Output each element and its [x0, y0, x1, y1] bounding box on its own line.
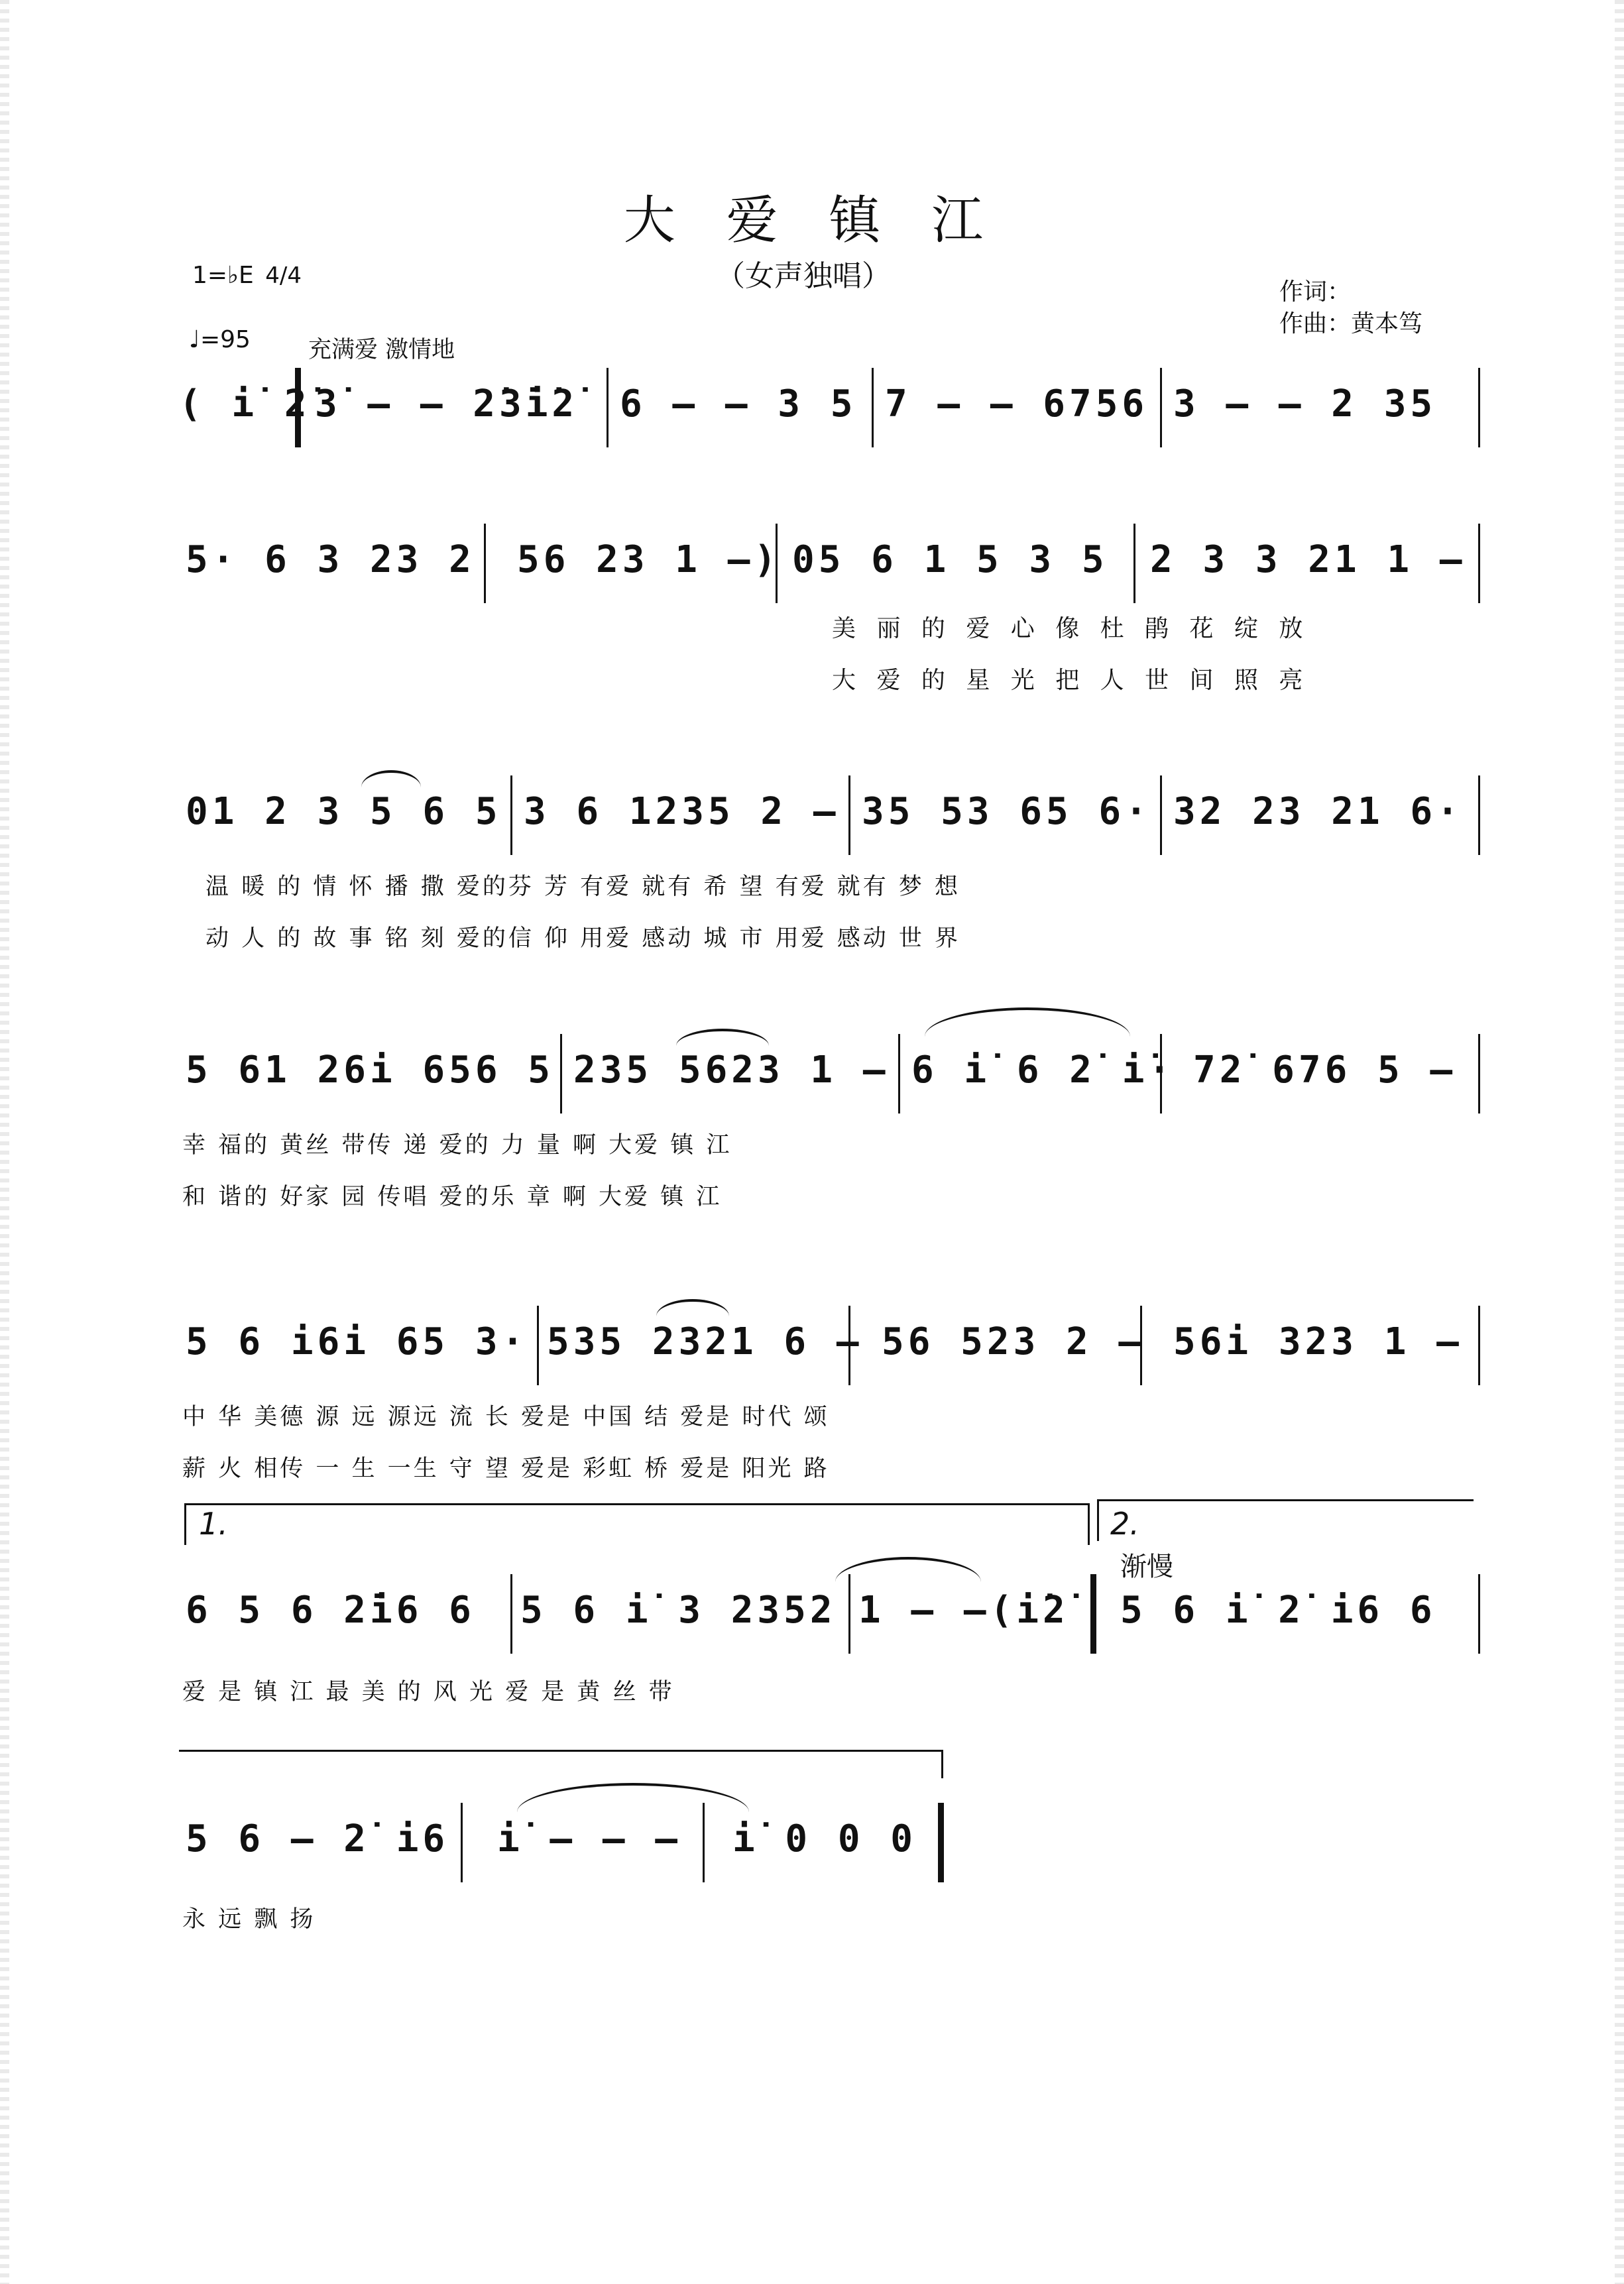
measure-notes: 7 — — 6756: [885, 382, 1149, 426]
measure-notes: 535 2321 6 —: [547, 1320, 863, 1363]
measure-notes: i̇ 0 0 0: [732, 1817, 917, 1860]
measure-notes: 2 3 3 21 1 —: [1150, 538, 1466, 581]
key-label: 1=♭E: [192, 262, 254, 289]
barline: [898, 1034, 900, 1113]
measure-notes: 56 523 2 —: [882, 1320, 1145, 1363]
lyrics-verse-1: 幸 福的 黄丝 带传 递 爱的 力 量 啊 大爱 镇 江: [182, 1132, 732, 1159]
staff-row-4: [179, 1034, 1485, 1113]
measure-notes: 32 23 21 6·: [1173, 790, 1463, 833]
slur: [517, 1783, 749, 1812]
staff-row-5: [179, 1306, 1485, 1385]
repeat-end-bar: [1090, 1574, 1096, 1654]
ritardando-marking: 渐慢: [1120, 1552, 1173, 1582]
measure-notes: 72̇ 676 5 —: [1193, 1049, 1457, 1092]
lyrics-verse-1: 中 华 美德 源 远 源远 流 长 爱是 中国 结 爱是 时代 颂: [182, 1404, 830, 1430]
measure-notes: 6 — — 3 5: [620, 382, 857, 426]
barline: [872, 368, 874, 447]
staff-row-3: [179, 775, 1485, 855]
staff-row-2: [179, 524, 1485, 603]
staff-row-6: [179, 1574, 1485, 1654]
measure-notes: 3 6 1235 2 —: [524, 790, 840, 833]
measure-notes: 01 2 3 5 6 5: [186, 790, 502, 833]
measure-notes: 235 5623 1 —: [573, 1049, 890, 1092]
lyrics-verse-2: 薪 火 相传 一 生 一生 守 望 爱是 彩虹 桥 爱是 阳光 路: [182, 1456, 830, 1482]
lyricist-credit: 作词：: [1279, 278, 1352, 306]
ending-bracket: [179, 1750, 943, 1778]
slur: [835, 1557, 981, 1582]
measure-notes: 5 6 — 2̇ i6: [186, 1817, 449, 1860]
right-page-edge: [1615, 0, 1624, 2284]
barline: [1478, 775, 1480, 855]
barline: [607, 368, 609, 447]
barline: [848, 775, 850, 855]
left-page-edge: [0, 0, 9, 2284]
measure-notes: 5 6 i6i 65 3·: [186, 1320, 528, 1363]
lyrics-verse-1: 爱 是 镇 江 最 美 的 风 光 爱 是 黄 丝 带: [182, 1679, 675, 1705]
barline: [1478, 524, 1480, 603]
lyrics-verse-2: 大 爱 的 星 光 把 人 世 间 照 亮: [832, 667, 1310, 694]
barline: [1478, 1034, 1480, 1113]
barline: [1478, 1574, 1480, 1654]
key-signature: [192, 262, 302, 289]
measure-notes: 56 23 1 —): [517, 538, 781, 581]
tempo-marking: ♩=95: [189, 326, 251, 353]
barline: [1478, 368, 1480, 447]
barline: [484, 524, 486, 603]
measure-notes: 6 5 6 2̇i6 6: [186, 1589, 475, 1632]
lyrics-verse-2: 和 谐的 好家 园 传唱 爱的乐 章 啊 大爱 镇 江: [182, 1184, 723, 1210]
final-bar: [938, 1803, 944, 1882]
expression-marking: 充满爱 激情地: [308, 337, 455, 363]
slur: [925, 1007, 1130, 1037]
measure-notes: ( i̇ 2̇: [179, 382, 311, 426]
barline: [461, 1803, 463, 1882]
lyrics-verse-1: 永 远 飘 扬: [182, 1906, 316, 1933]
barline: [510, 775, 512, 855]
first-ending-label: 1.: [199, 1506, 228, 1542]
measure-notes: i̇ — — —: [497, 1817, 682, 1860]
barline: [848, 1574, 850, 1654]
slur: [656, 1299, 729, 1316]
song-title: 大 爱 镇 江: [623, 191, 1001, 251]
slur: [676, 1029, 769, 1046]
lyrics-verse-1: 美 丽 的 爱 心 像 杜 鹃 花 绽 放: [832, 615, 1310, 642]
staff-row-1: [179, 368, 1485, 447]
staff-row-7: [179, 1803, 1485, 1882]
lyrics-verse-1: 温 暖 的 情 怀 播 撒 爱的芬 芳 有爱 就有 希 望 有爱 就有 梦 想: [205, 874, 961, 900]
barline: [1478, 1306, 1480, 1385]
measure-notes: 05 6 1 5 3 5: [792, 538, 1108, 581]
measure-notes: 6 i̇ 6 2̇ i̇·: [911, 1049, 1175, 1092]
measure-notes: 1 — —(i̇2̇: [858, 1589, 1069, 1632]
barline: [510, 1574, 512, 1654]
second-ending-label: 2.: [1110, 1506, 1139, 1542]
barline: [537, 1306, 539, 1385]
slur: [361, 770, 421, 787]
first-ending-bracket: [184, 1503, 1090, 1545]
barline: [560, 1034, 562, 1113]
barline: [703, 1803, 705, 1882]
measure-notes: 5 6 i̇ 2̇ i6 6: [1120, 1589, 1436, 1632]
measure-notes: 5 6 i̇ 3 2352: [520, 1589, 837, 1632]
second-ending-bracket: [1097, 1499, 1474, 1541]
song-subtitle: （女声独唱）: [716, 259, 891, 293]
measure-notes: 56i 323 1 —: [1173, 1320, 1463, 1363]
measure-notes: 3 — — 2 35: [1173, 382, 1437, 426]
measure-notes: 5 61 26i 656 5: [186, 1049, 555, 1092]
barline: [1133, 524, 1135, 603]
measure-notes: 5· 6 3 23 2: [186, 538, 475, 581]
time-signature: 4/4: [265, 262, 302, 289]
measure-notes: 35 53 65 6·: [862, 790, 1151, 833]
barline: [1160, 368, 1162, 447]
barline: [1160, 775, 1162, 855]
measure-notes: 3̇ — — 2̇3̇i̇2̇: [315, 382, 579, 426]
composer-credit: 作曲：黄本笃: [1279, 310, 1423, 337]
lyrics-verse-2: 动 人 的 故 事 铭 刻 爱的信 仰 用爱 感动 城 市 用爱 感动 世 界: [205, 925, 961, 952]
